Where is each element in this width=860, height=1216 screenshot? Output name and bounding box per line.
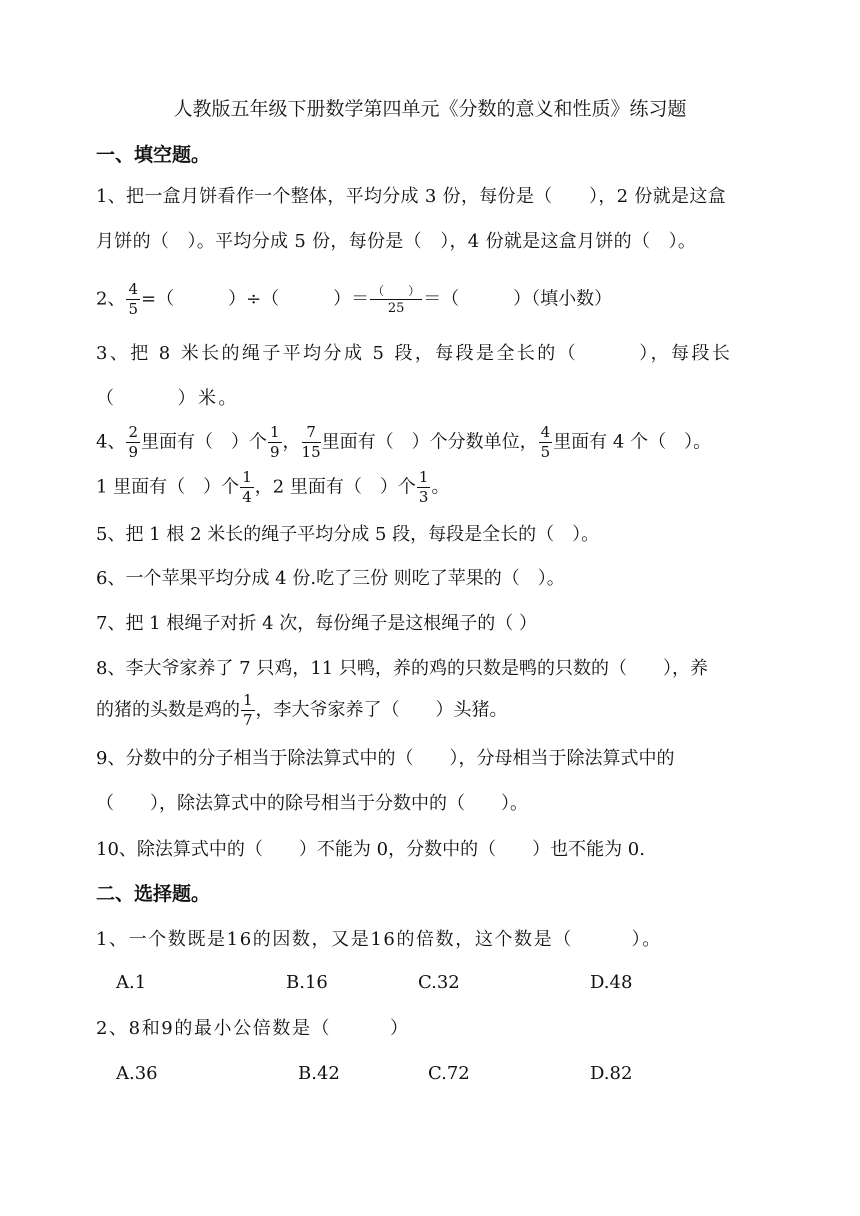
question-4-text: 里面有（ ）个 — [141, 431, 267, 453]
choice-question-1: 1、一个数既是16的因数，又是16的倍数，这个数是（ ）。 — [96, 929, 662, 950]
question-3-line-2: （ ）米。 — [96, 388, 239, 409]
question-4-text: 。 — [431, 476, 450, 498]
choice-1-option-b: B.16 — [286, 972, 328, 993]
question-9-line-2: （ ），除法算式中的除号相当于分数中的（ ）。 — [96, 793, 528, 814]
question-2 — [96, 282, 768, 317]
fraction-numerator: 1 — [270, 423, 280, 441]
question-1-line-1: 1、把一盒月饼看作一个整体，平均分成 3 份，每份是（ ），2 份就是这盒 — [96, 186, 726, 207]
choice-2-option-a: A.36 — [116, 1063, 158, 1084]
question-4-number: 4、 — [96, 431, 126, 453]
fraction-2-9 — [126, 425, 140, 460]
fraction-1-9 — [268, 425, 282, 460]
question-9-line-1: 9、分数中的分子相当于除法算式中的（ ），分母相当于除法算式中的 — [96, 748, 675, 769]
question-4-text: ，2 里面有（ ）个 — [254, 476, 416, 498]
fraction-denominator: 7 — [243, 711, 253, 729]
question-2-number: 2、 — [96, 288, 126, 310]
fraction-numerator: 1 — [242, 468, 252, 486]
choice-2-option-c: C.72 — [428, 1063, 470, 1084]
question-4-text: 里面有 4 个（ ）。 — [553, 431, 712, 453]
question-3-line-1: 3、把 8 米长的绳子平均分成 5 段，每段是全长的（ ），每段长 — [96, 343, 733, 364]
question-8-line-2 — [96, 693, 768, 728]
fraction-1-4 — [240, 470, 254, 505]
question-5: 5、把 1 根 2 米长的绳子平均分成 5 段，每段是全长的（ ）。 — [96, 524, 600, 545]
fraction-denominator: 4 — [242, 488, 252, 506]
question-4-text: ， — [282, 431, 301, 453]
fraction-numerator: 4 — [540, 423, 551, 441]
section-heading-multiple-choice: 二、选择题。 — [96, 883, 211, 905]
question-4-text: 里面有（ ）个分数单位， — [321, 431, 538, 453]
fraction-denominator: 3 — [418, 488, 429, 506]
question-4-line-2 — [96, 470, 768, 505]
fraction-numerator: 7 — [302, 425, 321, 443]
fraction-denominator: 9 — [128, 443, 138, 461]
fraction-4-5 — [539, 425, 553, 460]
fraction-blank-over-25 — [370, 285, 422, 315]
question-8-text: ，李大爷家养了（ ）头猪。 — [255, 699, 508, 721]
fraction-denominator: 25 — [387, 300, 405, 316]
choice-1-option-d: D.48 — [590, 972, 633, 993]
fraction-denominator: 9 — [270, 443, 280, 461]
fraction-numerator: 1 — [243, 691, 253, 709]
fraction-1-7 — [241, 693, 255, 728]
section-heading-fill-blank: 一、填空题。 — [96, 144, 211, 166]
fraction-denominator: 5 — [128, 300, 138, 318]
question-2-text-a: =（ ）÷（ ）＝ — [141, 288, 370, 310]
question-8-line-1: 8、李大爷家养了 7 只鸡，11 只鸭，养的鸡的只数是鸭的只数的（ ），养 — [96, 658, 708, 679]
question-7: 7、把 1 根绳子对折 4 次，每份绳子是这根绳子的（ ） — [96, 613, 537, 634]
choice-2-option-d: D.82 — [590, 1063, 633, 1084]
question-6: 6、一个苹果平均分成 4 份.吃了三份 则吃了苹果的（ ）。 — [96, 568, 565, 589]
page-title: 人教版五年级下册数学第四单元《分数的意义和性质》练习题 — [173, 98, 687, 120]
question-1-line-2: 月饼的（ ）。平均分成 5 份，每份是（ ），4 份就是这盒月饼的（ ）。 — [96, 231, 697, 252]
choice-1-option-a: A.1 — [116, 972, 147, 993]
choice-question-2: 2、8和9的最小公倍数是（ ） — [96, 1018, 410, 1039]
question-4-text: 1 里面有（ ）个 — [96, 476, 240, 498]
fraction-numerator: 1 — [418, 468, 429, 486]
fraction-blank-numerator: （ ） — [372, 283, 421, 298]
choice-1-option-c: C.32 — [418, 972, 460, 993]
question-4-line-1 — [96, 425, 768, 460]
fraction-numerator: 2 — [128, 423, 138, 441]
fraction-7-15 — [302, 425, 321, 460]
question-2-text-b: ＝（ ）（填小数） — [423, 288, 613, 310]
fraction-numerator: 4 — [128, 280, 138, 298]
choice-2-option-b: B.42 — [298, 1063, 340, 1084]
question-10: 10、除法算式中的（ ）不能为 0，分数中的（ ）也不能为 0. — [96, 839, 645, 860]
fraction-1-3 — [417, 470, 431, 505]
fraction-4-5 — [126, 282, 140, 317]
fraction-denominator: 15 — [301, 443, 321, 461]
fraction-denominator: 5 — [540, 443, 551, 461]
question-8-text: 的猪的头数是鸡的 — [96, 699, 240, 721]
